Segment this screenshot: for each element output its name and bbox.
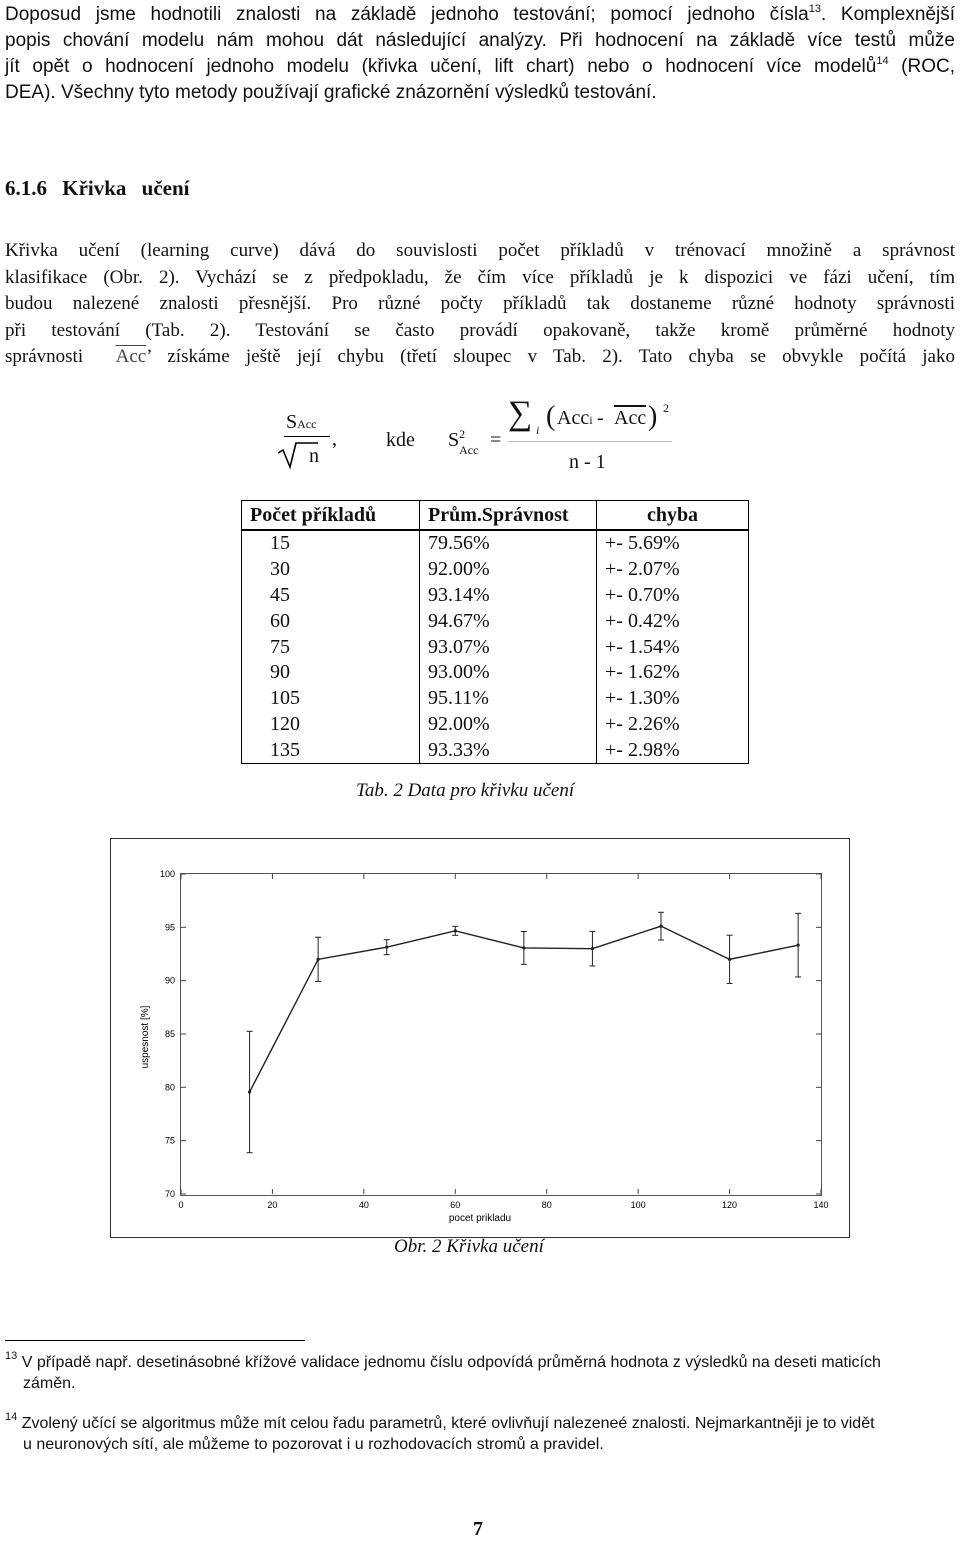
table-row: [242, 686, 749, 712]
paren-close: ): [648, 401, 658, 432]
paren-open: (: [546, 401, 556, 432]
cell-error: +- 1.62%: [597, 660, 749, 686]
y-tick-label: 90: [164, 975, 175, 986]
cell-error: +- 0.70%: [597, 583, 749, 609]
data-point: [317, 958, 320, 961]
cell-error: +- 2.07%: [597, 557, 749, 583]
cell-count: 135: [242, 737, 420, 763]
fraction-bar: [284, 436, 330, 437]
cell-count: 30: [242, 557, 420, 583]
data-point: [659, 925, 662, 928]
table-body: [242, 530, 749, 764]
body-line-1: Křivka učení (learning curve) dává do souvislosti počet příkladů v trénovací množině a správnost: [5, 240, 955, 261]
x-tick-label: 0: [178, 1200, 184, 1210]
y-tick-label: 75: [164, 1135, 175, 1146]
y-tick-label: 100: [159, 869, 175, 879]
error-formula: [0, 395, 960, 485]
data-point: [797, 944, 800, 947]
formula-comma: ,: [332, 428, 337, 450]
col-header-count: Počet příkladů: [242, 501, 420, 531]
cell-accuracy: 93.07%: [420, 634, 597, 660]
cell-error: +- 2.98%: [597, 737, 749, 763]
table-row: [242, 557, 749, 583]
formula-equals: =: [490, 429, 502, 451]
section-heading: 6.1.6 Křivka učení: [5, 176, 190, 200]
data-point: [522, 946, 525, 949]
x-tick-label: 80: [541, 1200, 552, 1210]
intro-line-1: Doposud jsme hodnotili znalosti na základě jednoho testování; pomocí jednoho čísla$^{13}$. Komplexnější: [5, 3, 955, 25]
y-tick-label: 70: [164, 1189, 175, 1199]
formula-denominator: n - 1: [569, 451, 606, 473]
cell-accuracy: 95.11%: [420, 686, 597, 712]
intro-paragraph: [5, 2, 955, 106]
cell-error: +- 0.42%: [597, 608, 749, 634]
cell-accuracy: 93.00%: [420, 660, 597, 686]
formula-minus: -: [597, 407, 604, 429]
formula-s: SAcc: [286, 411, 317, 433]
footnote-14: $^{14}$ Zvolený učící se algoritmus může mít celou řadu parametrů, které ovlivňují nalezeneé znalosti. Nejmarkantněji je to vidět u neuronových sítí, ale můžeme to pozorovat i u rozhodovacích stromů a pravidel.: [5, 1411, 875, 1453]
cell-count: 75: [242, 634, 420, 660]
acc-mean-symbol: $\overline{Acc}$: [115, 346, 147, 367]
table-row: [242, 530, 749, 557]
table-row: [242, 660, 749, 686]
sigma-icon: ∑: [508, 395, 533, 432]
fraction-bar-2: [508, 441, 672, 442]
cell-accuracy: 94.67%: [420, 608, 597, 634]
x-tick-label: 40: [358, 1200, 369, 1210]
page-number: 7: [473, 1518, 483, 1540]
formula-acc-mean: $\overline{Acc}$: [614, 407, 647, 429]
y-tick-label: 80: [164, 1082, 175, 1093]
cell-error: +- 1.54%: [597, 634, 749, 660]
body-line-3: budou nalezené znalosti přesnější. Pro různé počty příkladů tak dostaneme různé hodnoty správnosti: [5, 293, 955, 314]
cell-count: 105: [242, 686, 420, 712]
cell-count: 15: [242, 530, 420, 557]
cell-accuracy: 92.00%: [420, 712, 597, 738]
cell-accuracy: 92.00%: [420, 557, 597, 583]
col-header-error: chyba: [597, 501, 749, 531]
y-tick-label: 85: [164, 1029, 175, 1039]
intro-line-3: jít opět o hodnocení jednoho modelu (křivka učení, lift chart) nebo o hodnocení více modelů$^{14}$ (ROC,: [5, 55, 955, 77]
formula-n: n: [309, 445, 319, 467]
formula-s2: $S^2_{Acc}$: [448, 427, 479, 457]
footnote-13: $^{13}$ V případě např. desetinásobné křížové validace jednomu číslu odpovídá průměrná hodnota z výsledků na deseti maticích záměn.: [5, 1350, 881, 1392]
table-row: [242, 608, 749, 634]
data-point: [454, 929, 457, 932]
x-tick-label: 20: [267, 1200, 278, 1210]
cell-accuracy: 93.14%: [420, 583, 597, 609]
body-paragraph: [5, 238, 955, 371]
table-row: [242, 583, 749, 609]
learning-curve-table: [241, 500, 749, 764]
y-tick-label: 95: [164, 922, 175, 933]
cell-count: 45: [242, 583, 420, 609]
cell-accuracy: 79.56%: [420, 530, 597, 557]
footnote-separator: [5, 1340, 305, 1341]
cell-error: +- 1.30%: [597, 686, 749, 712]
x-tick-label: 120: [722, 1200, 738, 1210]
intro-line-4: DEA). Všechny tyto metody používají grafické znázornění výsledků testování.: [5, 82, 657, 103]
chart-frame: [111, 839, 850, 1238]
data-point: [728, 958, 731, 961]
formula-acc-i: Acci: [557, 407, 593, 429]
x-tick-label: 100: [630, 1200, 646, 1210]
cell-count: 90: [242, 660, 420, 686]
learning-curve-chart: [110, 838, 850, 1238]
x-tick-label: 140: [813, 1200, 829, 1210]
formula-index-i: i: [536, 423, 540, 437]
table-caption: Tab. 2 Data pro křivku učení: [356, 780, 575, 801]
col-header-accuracy: Prům.Správnost: [420, 501, 597, 531]
x-axis-label: pocet prikladu: [448, 1213, 512, 1224]
cell-error: +- 2.26%: [597, 712, 749, 738]
table-header-row: [242, 501, 749, 531]
formula-kde: kde: [386, 429, 415, 451]
cell-accuracy: 93.33%: [420, 737, 597, 763]
body-line-2: klasifikace (Obr. 2). Vychází se z předpokladu, že čím více příkladů je k dispozici ve fázi učení, tím: [5, 266, 955, 288]
data-point: [385, 946, 388, 949]
intro-line-2: popis chování modelu nám mohou dát následující analýzy. Při hodnocení na základě více testů může: [5, 30, 955, 51]
cell-count: 60: [242, 608, 420, 634]
data-point: [591, 947, 594, 950]
figure-caption: Obr. 2 Křivka učení: [394, 1236, 544, 1257]
body-line-4: při testování (Tab. 2). Testování se často provádí opakovaně, takže kromě průměrné hodnoty: [5, 319, 955, 341]
table-row: [242, 712, 749, 738]
data-point: [248, 1090, 251, 1093]
y-axis-label: uspesnost [%]: [140, 1005, 151, 1069]
cell-error: +- 5.69%: [597, 530, 749, 557]
table-row: [242, 634, 749, 660]
cell-count: 120: [242, 712, 420, 738]
x-tick-label: 60: [450, 1200, 461, 1210]
table-row: [242, 737, 749, 763]
body-line-5: správnosti $\overline{Acc}$’ získáme ještě její chybu (třetí sloupec v Tab. 2). Tato chyba se obvykle počítá jako: [5, 346, 955, 367]
formula-power: 2: [663, 401, 669, 415]
